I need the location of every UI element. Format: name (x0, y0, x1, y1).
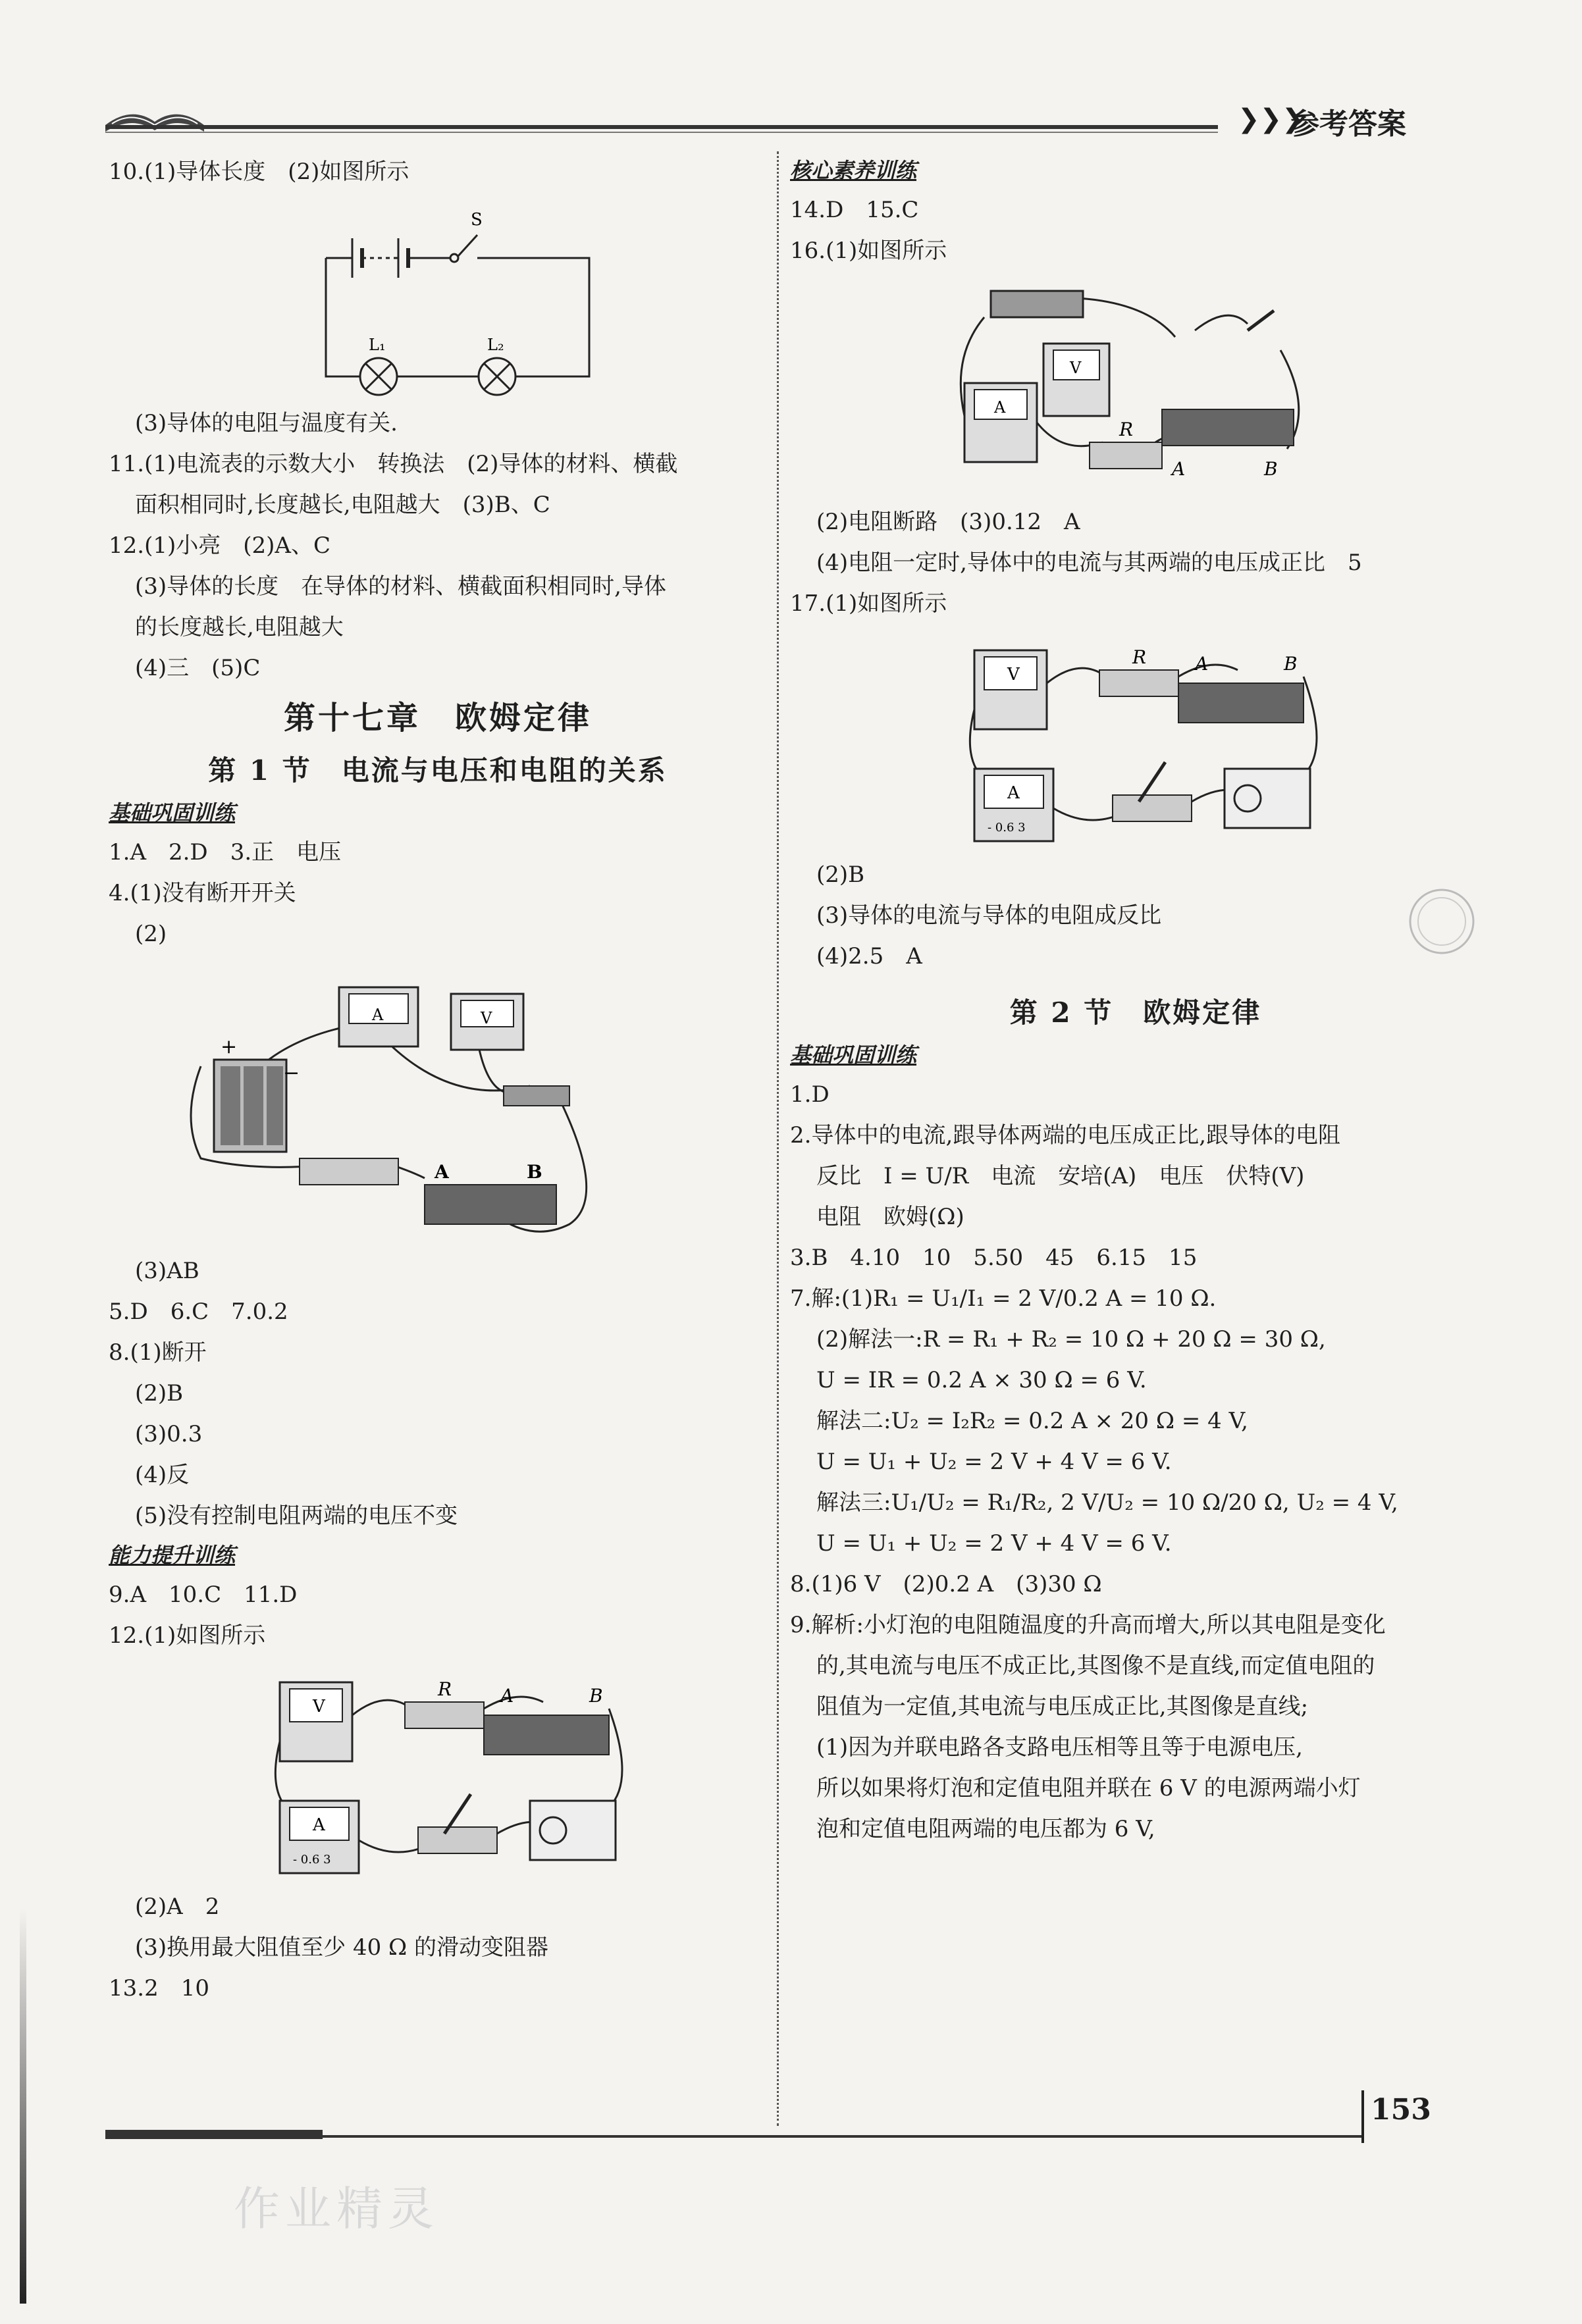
voltmeter-label: V (481, 1009, 492, 1027)
answer-line: 9.A 10.C 11.D (109, 1582, 298, 1608)
answer-line: 1.D (790, 1081, 830, 1108)
section-title: 第 2 节 欧姆定律 (1009, 996, 1262, 1029)
answer-line: U = U₁ + U₂ = 2 V + 4 V = 6 V. (816, 1449, 1172, 1475)
answer-line: 10.(1)导体长度 (2)如图所示 (109, 159, 409, 185)
answer-line: 解法二:U₂ = I₂R₂ = 0.2 A × 20 Ω = 4 V, (816, 1408, 1248, 1434)
positive-terminal: + (221, 1035, 238, 1058)
answer-line: (4)反 (135, 1462, 190, 1488)
left-column (109, 151, 767, 2009)
answer-line: 2.导体中的电流,跟导体两端的电压成正比,跟导体的电阻 (790, 1122, 1341, 1149)
voltmeter-label: V (1007, 665, 1020, 684)
rheostat-label-a: A (435, 1161, 449, 1183)
stamp-icon (1406, 885, 1478, 958)
switch-label: S (471, 210, 483, 230)
rheostat-label-b: B (527, 1161, 542, 1183)
resistor-label: R (1119, 419, 1134, 440)
ammeter-label: A (994, 398, 1006, 417)
section-label: 基础巩固训练 (109, 800, 236, 825)
lamp1-label: L₁ (369, 336, 386, 354)
answer-line: 16.(1)如图所示 (790, 238, 947, 264)
column-divider (777, 151, 779, 2126)
page-number: 153 (1371, 2093, 1431, 2127)
answer-line: (3)导体的长度 在导体的材料、横截面积相同时,导体 (135, 573, 666, 600)
watermark: 作业精灵 (234, 2182, 439, 2236)
answer-line: 所以如果将灯泡和定值电阻并联在 6 V 的电源两端小灯 (816, 1775, 1361, 1801)
answer-line: 3.B 4.10 10 5.50 45 6.15 15 (790, 1245, 1198, 1271)
answer-line: 4.(1)没有断开开关 (109, 880, 296, 906)
section-label: 核心素养训练 (790, 158, 917, 183)
answer-line: 泡和定值电阻两端的电压都为 6 V, (816, 1816, 1155, 1842)
right-column (790, 151, 1481, 1849)
answer-line: 8.(1)断开 (109, 1339, 207, 1366)
chevron-right-icon: ❯❯❯ (1238, 104, 1304, 134)
answer-line: (2) (135, 921, 167, 947)
answer-line: (5)没有控制电阻两端的电压不变 (135, 1503, 458, 1529)
answer-line: U = IR = 0.2 A × 30 Ω = 6 V. (816, 1367, 1147, 1393)
circuit-photo-figure-2 (267, 1663, 635, 1880)
page-title: 参考答案 (1290, 107, 1406, 141)
answer-line: (3)导体的电流与导体的电阻成反比 (816, 902, 1162, 929)
page-number-bar (1361, 2090, 1364, 2143)
answer-line: 13.2 10 (109, 1975, 209, 2001)
rheostat-label-a: A (500, 1685, 514, 1707)
section-title: 第 1 节 电流与电压和电阻的关系 (208, 754, 668, 787)
voltmeter-label: V (313, 1697, 325, 1717)
rheostat-label-a: A (1195, 653, 1209, 675)
answer-line: 电阻 欧姆(Ω) (816, 1204, 964, 1230)
answer-line: 1.A 2.D 3.正 电压 (109, 839, 342, 865)
header-rule (105, 125, 1218, 129)
ammeter-label: A (313, 1815, 325, 1835)
answer-line: (2)解法一:R = R₁ + R₂ = 10 Ω + 20 Ω = 30 Ω, (816, 1326, 1326, 1353)
rheostat-label-a: A (1172, 458, 1186, 480)
rheostat-label-b: B (1264, 458, 1278, 480)
circuit-photo-figure-1 (174, 961, 596, 1244)
circuit-photo-figure-3 (945, 278, 1313, 495)
chapter-title: 第十七章 欧姆定律 (283, 700, 592, 736)
resistor-label: R (1132, 646, 1147, 668)
series-circuit-diagram (313, 199, 602, 396)
answer-line: (3)导体的电阻与温度有关. (135, 410, 398, 436)
header-rule-thin (105, 132, 1218, 133)
answer-line: (3)0.3 (135, 1421, 203, 1447)
section-label: 能力提升训练 (109, 1543, 236, 1568)
answer-line: (4)2.5 A (816, 943, 922, 969)
answer-line: 9.解析:小灯泡的电阻随温度的升高而增大,所以其电阻是变化 (790, 1612, 1386, 1638)
answer-line: 14.D 15.C (790, 197, 919, 223)
answer-line: (4)三 (5)C (135, 655, 261, 681)
answer-line: 7.解:(1)R₁ = U₁/I₁ = 2 V/0.2 A = 10 Ω. (790, 1285, 1217, 1312)
answer-line: (3)换用最大阻值至少 40 Ω 的滑动变阻器 (135, 1934, 549, 1961)
answer-line: (2)电阻断路 (3)0.12 A (816, 509, 1080, 535)
answer-line: 的,其电流与电压不成正比,其图像不是直线,而定值电阻的 (816, 1653, 1375, 1679)
answer-line: 8.(1)6 V (2)0.2 A (3)30 Ω (790, 1571, 1102, 1597)
negative-terminal: − (283, 1062, 300, 1085)
rheostat-label-b: B (1284, 653, 1298, 675)
answer-line: 解法三:U₁/U₂ = R₁/R₂, 2 V/U₂ = 10 Ω/20 Ω, U₂ = 4 V, (816, 1489, 1398, 1516)
answer-line: 12.(1)小亮 (2)A、C (109, 532, 330, 559)
answer-line: 反比 I = U/R 电流 安培(A) 电压 伏特(V) (816, 1163, 1305, 1189)
answer-line: 阻值为一定值,其电流与电压成正比,其图像是直线; (816, 1693, 1309, 1720)
footer-rule (323, 2135, 1363, 2138)
lamp2-label: L₂ (487, 336, 504, 354)
voltmeter-label: V (1070, 359, 1082, 377)
answer-line: 17.(1)如图所示 (790, 590, 947, 617)
ammeter-label: A (1007, 783, 1020, 803)
ammeter-scale: - 0.6 3 (293, 1853, 331, 1867)
answer-line: (4)电阻一定时,导体中的电流与其两端的电压成正比 5 (816, 550, 1362, 576)
answer-line: (2)B (135, 1380, 184, 1407)
answer-line: (2)A 2 (135, 1894, 220, 1920)
answer-line: (1)因为并联电路各支路电压相等且等于电源电压, (816, 1734, 1303, 1761)
answer-line: 的长度越长,电阻越大 (135, 614, 344, 640)
rheostat-label-b: B (589, 1685, 603, 1707)
answer-line: U = U₁ + U₂ = 2 V + 4 V = 6 V. (816, 1530, 1172, 1557)
answer-line: 5.D 6.C 7.0.2 (109, 1299, 288, 1325)
answer-line: 面积相同时,长度越长,电阻越大 (3)B、C (135, 492, 550, 518)
answer-line: 11.(1)电流表的示数大小 转换法 (2)导体的材料、横截 (109, 451, 678, 477)
binding-edge (20, 1909, 26, 2304)
circuit-photo-figure-4 (961, 631, 1330, 848)
ammeter-scale: - 0.6 3 (988, 821, 1026, 835)
answer-line: 12.(1)如图所示 (109, 1622, 266, 1649)
ammeter-label: A (372, 1006, 384, 1024)
section-label: 基础巩固训练 (790, 1043, 917, 1068)
footer-bar (105, 2130, 323, 2139)
answer-line: (2)B (816, 862, 865, 888)
answer-line: (3)AB (135, 1258, 199, 1284)
resistor-label: R (438, 1678, 452, 1700)
